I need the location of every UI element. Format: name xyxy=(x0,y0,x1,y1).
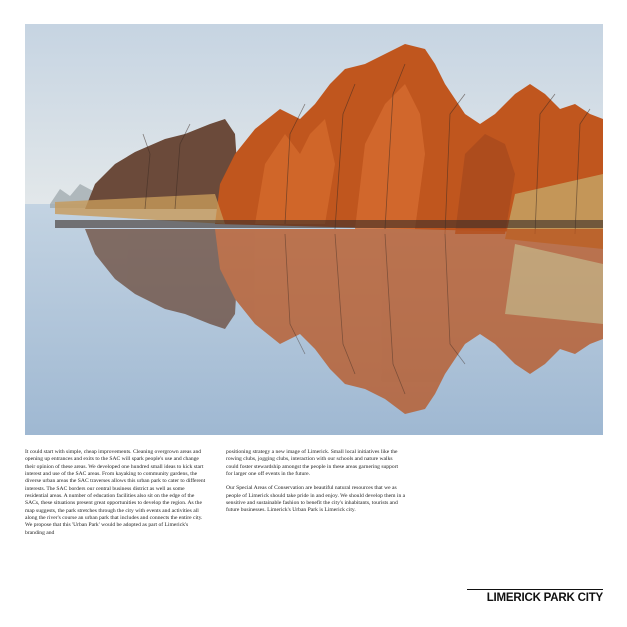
article-paragraph: It could start with simple, cheap improvements. Cleaning overgrown areas and opening up entrances and exits to the SAC will spark people's use and change their opinion of these areas. We developed one hundred small ideas to kick start interest and use of the SAC areas. From kayaking to community gardens, the diverse urban areas the SAC traverses allows this urban park to cater to different interests. The SAC borders our central business district as well as some residential areas. A number of education facilities also sit on the edge of the SACs, these situations present great opportunities to develop the region. As the map suggests, the park stretches through the city with events and activities all along the river's course an urban park that includes and connects the entire city. We propose that this 'Urban Park' would be adopted as part of Limerick's branding and xyxy=(25,449,206,536)
article-column-right xyxy=(226,449,406,522)
footer-rule xyxy=(467,589,603,590)
footer-brand: LIMERICK PARK CITY xyxy=(486,592,603,604)
article-paragraph: positioning strategy a new image of Limerick. Small local initiatives like the rowing clubs, jogging clubs, interaction with our schools and nature walks could foster stewardship amongst the people in these areas garnering support for larger one off events in the future. xyxy=(226,449,399,478)
river-reflection-photo xyxy=(25,24,603,435)
article-column-left xyxy=(25,449,208,544)
article-paragraph: Our Special Areas of Conservation are beautiful natural resources that we as people of Limerick should take pride in and enjoy. We should develop them in a sensitive and sustainable fashion to benefit the city's inhabitants, tourists and future businesses. Limerick's Urban Park is Limerick city. xyxy=(226,485,406,514)
